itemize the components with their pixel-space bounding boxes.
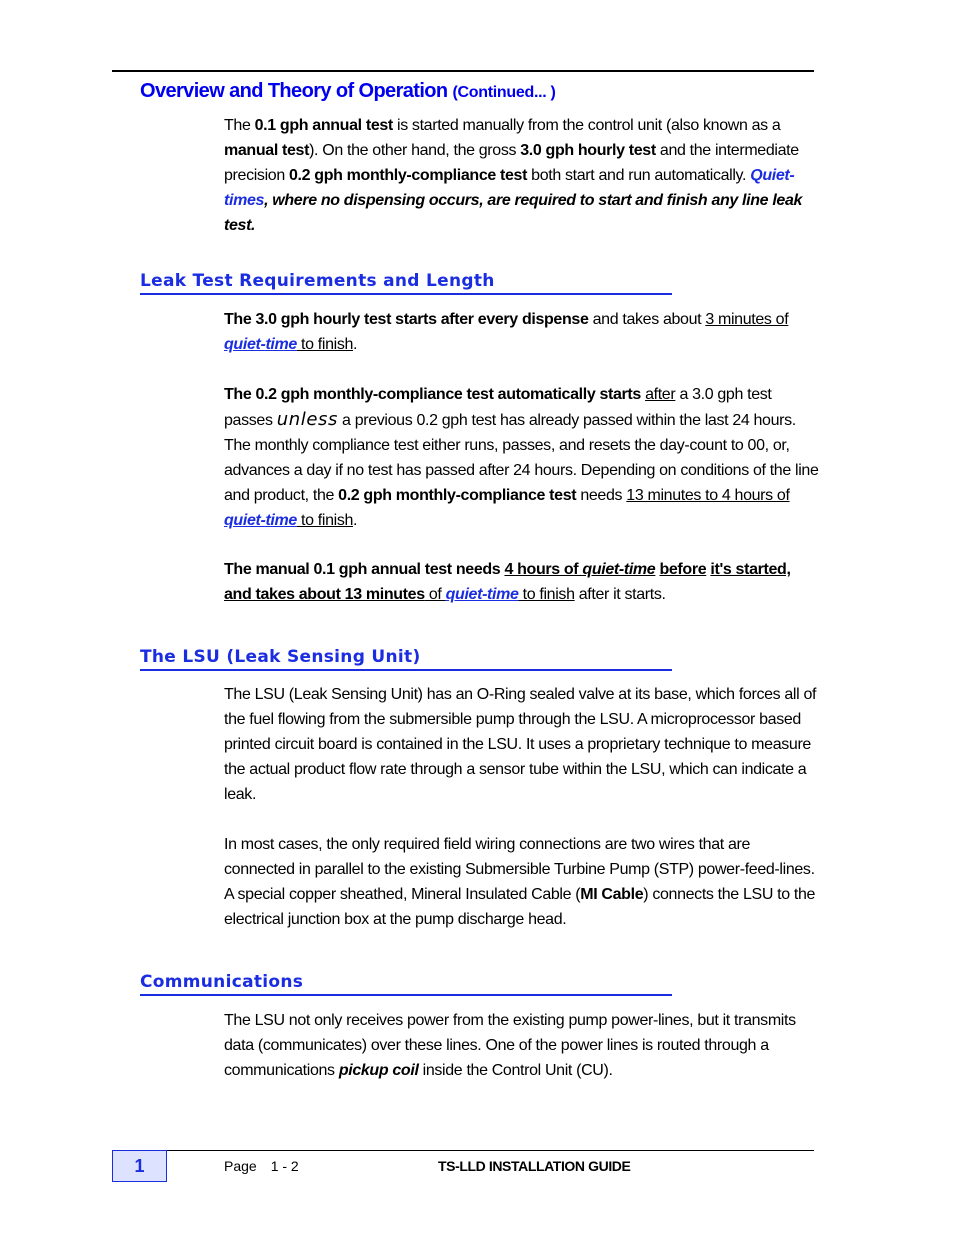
bold-text: 0.2 gph monthly-compliance test: [338, 487, 577, 504]
underlined-text: 3 minutes of: [705, 311, 789, 328]
underlined-text: of: [424, 586, 446, 603]
text: The LSU not only receives power from the existing pump power-lines, but it transmits data (communicates) over these lines. One of the power lines is routed through a communications: [224, 1012, 796, 1079]
monthly-test-paragraph: [224, 382, 819, 533]
bold-text: The manual 0.1 gph annual test needs: [224, 561, 505, 578]
requirement-text: , where no dispensing occurs, are required to start and finish any line leak test.: [224, 192, 803, 234]
bold-text: The 0.2 gph monthly-compliance test automatically starts: [224, 386, 641, 403]
text: The: [224, 117, 255, 134]
text: .: [353, 512, 358, 529]
section-heading-lsu: The LSU (Leak Sensing Unit): [140, 643, 672, 671]
quiet-time-term: quiet-time: [224, 336, 297, 353]
section-heading-communications: Communications: [140, 968, 672, 996]
text: and the intermediate precision: [224, 142, 799, 184]
underlined-text: after: [645, 386, 676, 403]
page-title-text: Overview and Theory of Operation: [140, 80, 448, 102]
unless-term: unless: [276, 409, 338, 430]
underlined-bold-text: before: [659, 561, 707, 578]
pickup-coil-term: pickup coil: [338, 1062, 419, 1079]
page-number: 1 - 2: [270, 1158, 299, 1174]
bold-text: The 3.0 gph hourly test starts after every dispense: [224, 311, 589, 328]
text: ). On the other hand, the gross: [309, 142, 521, 159]
bold-text: 0.2 gph monthly-compliance test: [288, 167, 528, 184]
footer-rule: [112, 1150, 814, 1151]
underlined-text: to finish: [296, 512, 354, 529]
page-label: Page: [224, 1158, 257, 1174]
top-rule: [112, 70, 814, 72]
underlined-text: to finish: [296, 336, 354, 353]
text: ) connects the LSU to the electrical junction box at the pump discharge head.: [224, 886, 816, 928]
hourly-test-paragraph: [224, 307, 819, 357]
quiet-time-term: quiet-time: [582, 561, 656, 578]
wiring-paragraph: [224, 832, 819, 932]
text: a previous 0.2 gph test has already passed within the last 24 hours. The monthly compliance test either runs, passes, and resets the day-count to 00, or, advances a day if no test has passed after 24 hours. Depending on conditions of the line and product, the: [224, 412, 819, 504]
page-title: [140, 80, 556, 103]
quiet-time-term: quiet-time: [445, 586, 519, 603]
lsu-paragraph: The LSU (Leak Sensing Unit) has an O-Ring sealed valve at its base, which forces all of the fuel flowing from the submersible pump through the LSU. A microprocessor based printed circuit board is contained in the LSU. It uses a proprietary technique to measure the actual product flow rate through a sensor tube within the LSU, which can indicate a leak.: [224, 686, 817, 803]
text: inside the Control Unit (CU).: [418, 1062, 613, 1079]
text: after it starts.: [574, 586, 666, 603]
continued-label: (Continued... ): [452, 84, 556, 101]
quiet-times-term: Quiet-times: [224, 167, 795, 209]
chapter-number-box: 1: [112, 1150, 167, 1182]
underlined-bold-text: it's started,: [710, 561, 791, 578]
footer-page-info: [224, 1158, 299, 1174]
intro-paragraph: [224, 113, 819, 238]
section-heading-leak-test: Leak Test Requirements and Length: [140, 267, 672, 295]
bold-text: 0.1 gph annual test: [254, 117, 393, 134]
annual-test-paragraph: [224, 557, 819, 607]
text: .: [353, 336, 358, 353]
guide-title: TS-LLD INSTALLATION GUIDE: [438, 1158, 631, 1174]
bold-text: manual test: [224, 142, 310, 159]
text: both start and run automatically.: [527, 167, 751, 184]
text: In most cases, the only required field wiring connections are two wires that are connected in parallel to the existing Submersible Turbine Pump (STP) power-feed-lines. A special copper sheathed, Mineral Insulated Cable (: [224, 836, 815, 903]
underlined-text: to finish: [518, 586, 575, 603]
bold-text: MI Cable: [580, 886, 644, 903]
bold-text: 3.0 gph hourly test: [520, 142, 656, 159]
quiet-time-term: quiet-time: [224, 512, 297, 529]
text: needs: [576, 487, 627, 504]
underlined-text: 13 minutes to 4 hours of: [626, 487, 790, 504]
text: and takes about: [588, 311, 706, 328]
communications-paragraph: [224, 1008, 819, 1083]
text: a 3.0 gph test passes: [224, 386, 772, 429]
underlined-bold-text: 4 hours of: [504, 561, 583, 578]
underlined-bold-text: and takes about 13 minutes: [224, 586, 425, 603]
text: is started manually from the control unit (also known as a: [392, 117, 781, 134]
